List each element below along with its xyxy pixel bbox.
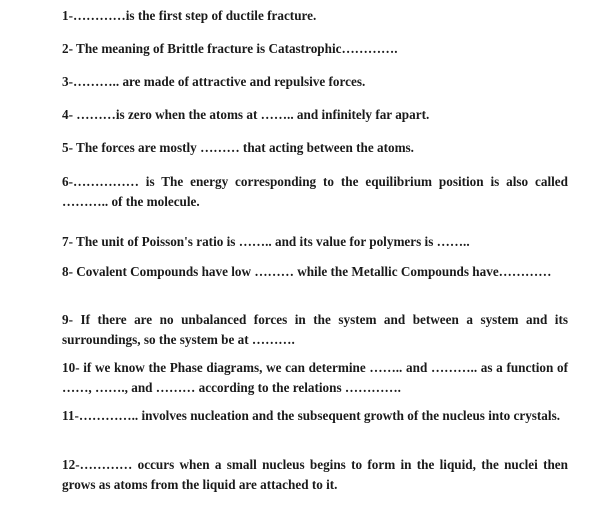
question-9: 9- If there are no unbalanced forces in the system and between a system and its surroundings, so the system be at ………. bbox=[62, 312, 568, 347]
question-12: 12-………… occurs when a small nucleus begins to form in the liquid, the nuclei then grows as atoms from the liquid are attached to it. bbox=[62, 457, 568, 492]
question-1: 1-…………is the first step of ductile fracture. bbox=[62, 8, 317, 23]
question-7: 7- The unit of Poisson's ratio is …….. and its value for polymers is …….. bbox=[62, 234, 470, 249]
question-2: 2- The meaning of Brittle fracture is Catastrophic…………. bbox=[62, 41, 398, 56]
question-4: 4- ………is zero when the atoms at …….. and infinitely far apart. bbox=[62, 107, 430, 122]
question-11: 11-………….. involves nucleation and the subsequent growth of the nucleus into crystals. bbox=[62, 408, 560, 423]
question-6: 6-…………… is The energy corresponding to the equilibrium position is also called ……….. of the molecule. bbox=[62, 174, 568, 209]
question-8: 8- Covalent Compounds have low ……… while the Metallic Compounds have………… bbox=[62, 264, 552, 279]
question-5: 5- The forces are mostly ……… that acting between the atoms. bbox=[62, 140, 414, 155]
question-3: 3-……….. are made of attractive and repulsive forces. bbox=[62, 74, 366, 89]
question-10: 10- if we know the Phase diagrams, we can determine …….. and ……….. as a function of ……, ……., and ……… according to the relations …………. bbox=[62, 360, 568, 395]
